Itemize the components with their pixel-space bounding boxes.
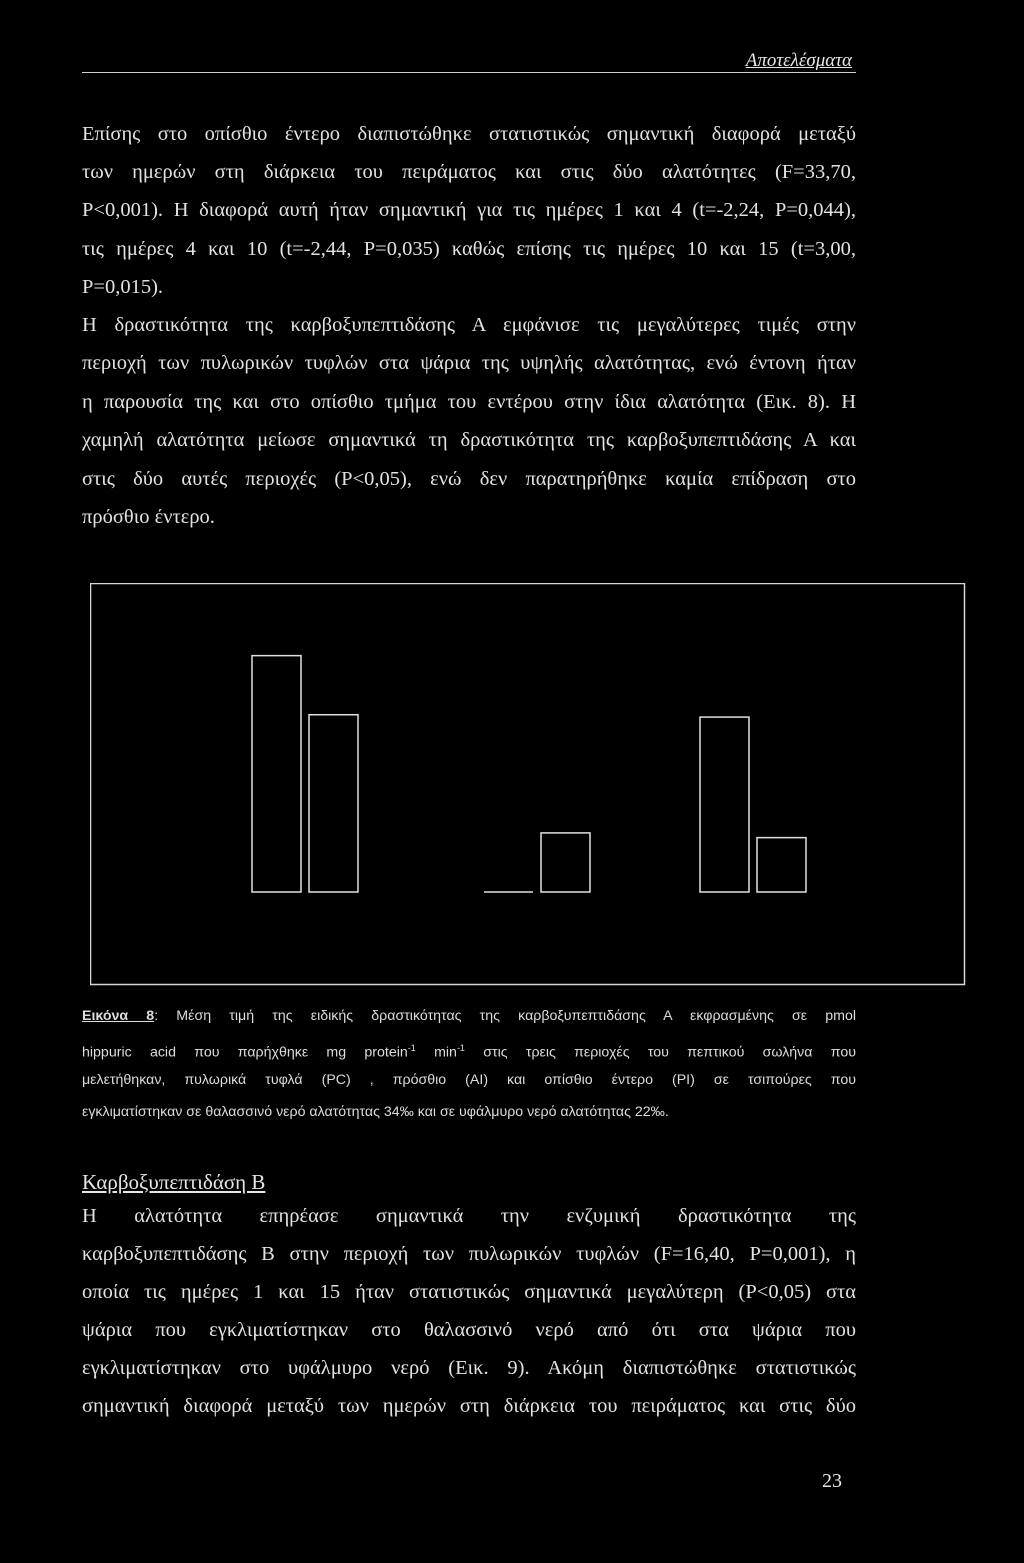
caption-line xyxy=(82,1039,856,1062)
caption-superscript: -1 xyxy=(456,1043,465,1053)
caption-line: εγκλιματίστηκαν σε θαλασσινό νερό αλατότητας 34‰ και σε υφάλμυρο νερό αλατότητας 22‰. xyxy=(82,1104,669,1120)
caption-superscript: -1 xyxy=(407,1043,416,1053)
caption-text: : Μέση τιμή της ειδικής δραστικότητας της καρβοξυπεπτιδάσης Α εκφρασμένης σε pmol xyxy=(154,1008,856,1024)
text-line: οποία τις ημέρες 1 και 15 ήταν στατιστικώς σημαντικά μεγαλύτερη (P<0,05) στα xyxy=(82,1281,856,1303)
running-head: Αποτελέσματα xyxy=(745,50,852,71)
text-line: καρβοξυπεπτιδάσης Β στην περιοχή των πυλωρικών τυφλών (F=16,40, P=0,001), η xyxy=(82,1243,856,1265)
figure-8-chart xyxy=(90,583,966,987)
bars-group xyxy=(252,656,806,892)
caption-text: min xyxy=(415,1044,457,1061)
caption-line: μελετήθηκαν, πυλωρικά τυφλά (PC) , πρόσθιο (AI) και οπίσθιο έντερο (PI) σε τσιπούρες που xyxy=(82,1072,856,1088)
caption-line xyxy=(82,1007,856,1025)
text-line: Η δραστικότητα της καρβοξυπεπτιδάσης Α εμφάνισε τις μεγαλύτερες τιμές στην xyxy=(82,314,856,336)
bar-chart xyxy=(90,583,966,987)
bar-PI-1 xyxy=(757,838,806,892)
caption-text: στις τρεις περιοχές του πεπτικού σωλήνα που xyxy=(464,1044,856,1061)
text-line: P<0,001). Η διαφορά αυτή ήταν σημαντική για τις ημέρες 1 και 4 (t=-2,24, P=0,044), xyxy=(82,199,856,221)
text-line: πρόσθιο έντερο. xyxy=(82,506,215,528)
bar-PI-0 xyxy=(700,717,749,892)
section-title: Καρβοξυπεπτιδάση Β xyxy=(82,1170,266,1194)
text-line: των ημερών στη διάρκεια του πειράματος και στις δύο αλατότητες (F=33,70, xyxy=(82,161,856,183)
page-number: 23 xyxy=(822,1470,842,1492)
text-line: τις ημέρες 4 και 10 (t=-2,44, P=0,035) καθώς επίσης τις ημέρες 10 και 15 (t=3,00, xyxy=(82,238,856,260)
bar-PC-0 xyxy=(252,656,301,892)
text-line: Επίσης στο οπίσθιο έντερο διαπιστώθηκε στατιστικώς σημαντική διαφορά μεταξύ xyxy=(82,123,856,145)
bar-AI-1 xyxy=(541,833,590,892)
text-line: στις δύο αυτές περιοχές (P<0,05), ενώ δεν παρατηρήθηκε καμία επίδραση στο xyxy=(82,468,856,490)
caption-text: hippuric acid που παρήχθηκε mg protein xyxy=(82,1044,408,1061)
text-line: περιοχή των πυλωρικών τυφλών στα ψάρια της υψηλής αλατότητας, ενώ έντονη ήταν xyxy=(82,352,856,374)
header-rule xyxy=(82,72,856,73)
text-line: εγκλιματίστηκαν στο υφάλμυρο νερό (Εικ. 9). Ακόμη διαπιστώθηκε στατιστικώς xyxy=(82,1357,856,1379)
chart-frame xyxy=(91,584,965,985)
bar-PC-1 xyxy=(309,715,358,892)
text-line: Η αλατότητα επηρέασε σημαντικά την ενζυμική δραστικότητα της xyxy=(82,1205,856,1227)
text-line: ψάρια που εγκλιματίστηκαν στο θαλασσινό νερό από ότι στα ψάρια που xyxy=(82,1319,856,1341)
text-line: σημαντική διαφορά μεταξύ των ημερών στη διάρκεια του πειράματος και στις δύο xyxy=(82,1395,856,1417)
text-line: χαμηλή αλατότητα μείωσε σημαντικά τη δραστικότητα της καρβοξυπεπτιδάσης Α και xyxy=(82,429,856,451)
caption-label: Εικόνα 8 xyxy=(82,1008,155,1024)
text-line: η παρουσία της και στο οπίσθιο τμήμα του εντέρου στην ίδια αλατότητα (Εικ. 8). Η xyxy=(82,391,856,413)
text-line: P=0,015). xyxy=(82,276,164,298)
